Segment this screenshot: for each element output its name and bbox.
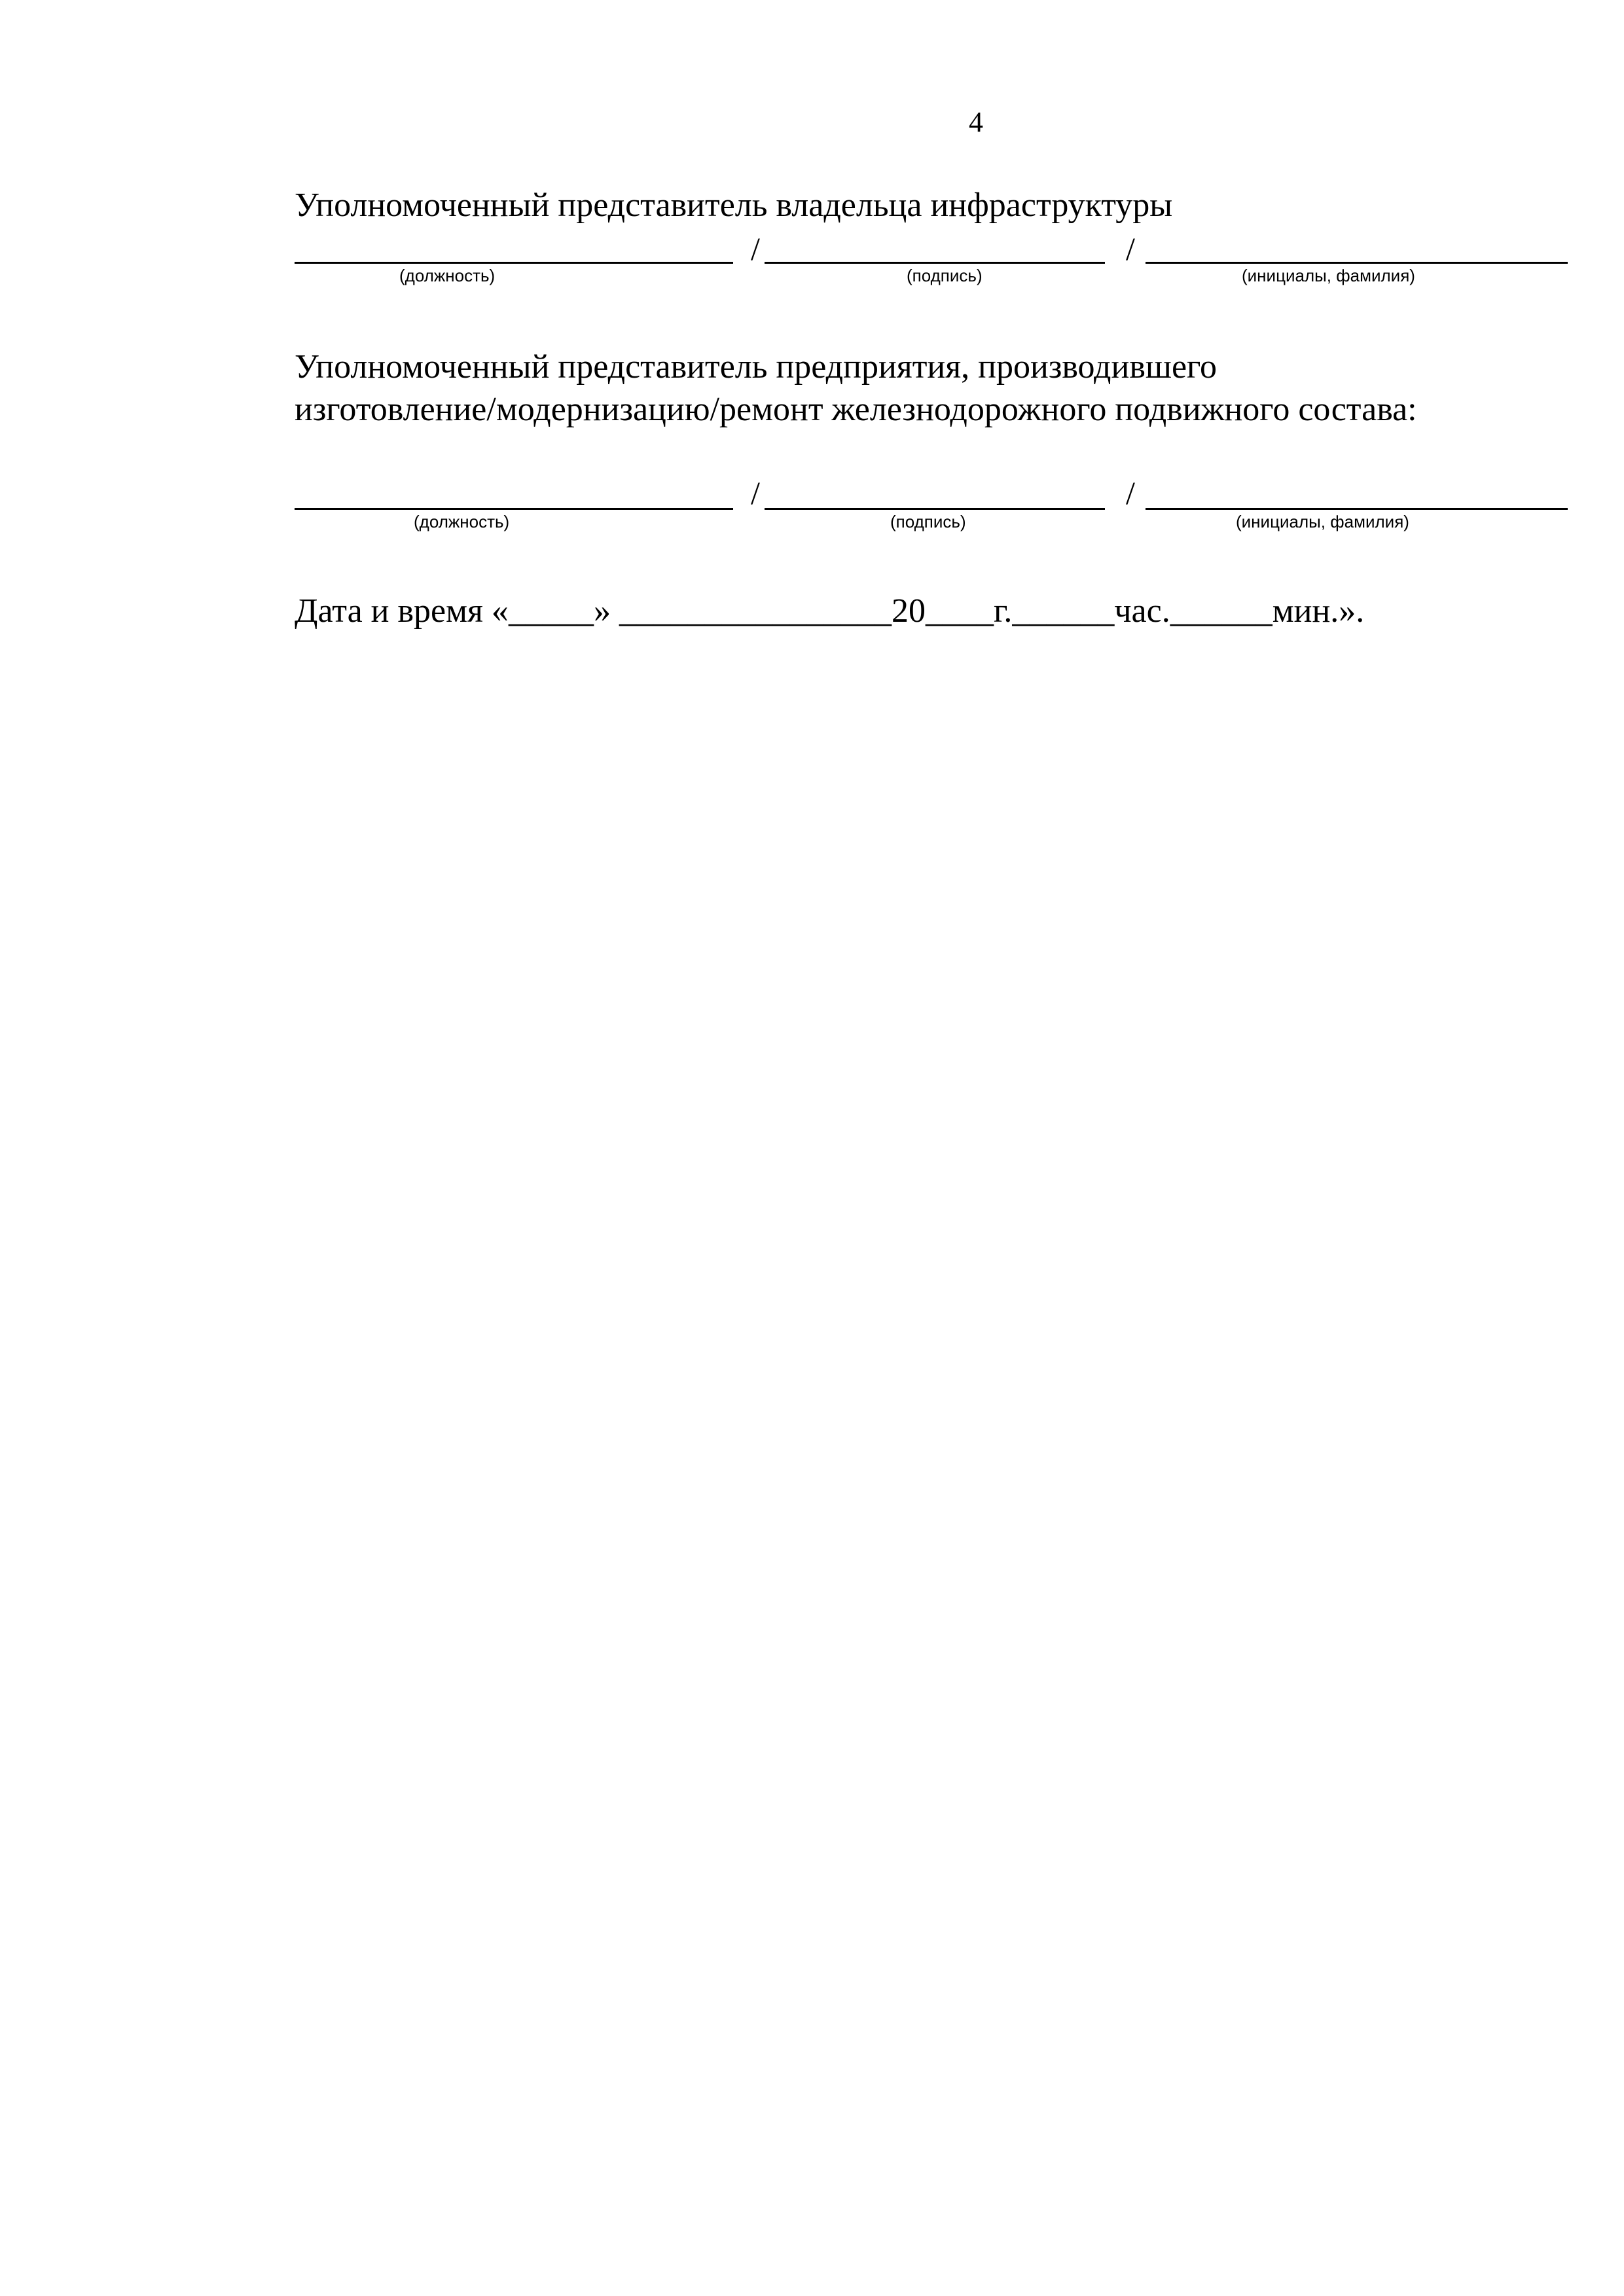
year-blank[interactable]: ____ (925, 592, 994, 630)
signature-caption: (подпись) (890, 512, 966, 531)
name-caption: (инициалы, фамилия) (1236, 512, 1409, 531)
separator-slash: / (1126, 475, 1135, 511)
minute-suffix: мин.». (1272, 592, 1365, 630)
separator-slash: / (1126, 230, 1135, 267)
separator-slash: / (751, 230, 760, 267)
manufacturer-heading-line-2: изготовление/модернизацию/ремонт железнодорожного подвижного состава: (295, 391, 1417, 428)
position-caption: (должность) (414, 512, 510, 531)
year-prefix: 20 (891, 592, 926, 630)
name-line-2[interactable] (1146, 508, 1568, 510)
infrastructure-owner-heading: Уполномоченный представитель владельца инфраструктуры (295, 187, 1173, 224)
day-blank[interactable]: _____ (508, 592, 594, 630)
hour-blank[interactable]: ______ (1012, 592, 1115, 630)
date-time-label: Дата и время « (295, 592, 509, 630)
month-blank[interactable]: ________________ (619, 592, 892, 630)
minute-blank[interactable]: ______ (1170, 592, 1272, 630)
position-line-2[interactable] (295, 508, 733, 510)
signature-caption: (подпись) (907, 266, 983, 285)
signature-line-1[interactable] (765, 262, 1105, 264)
hour-suffix: час. (1114, 592, 1170, 630)
day-close-quote: » (593, 592, 619, 630)
year-suffix: г. (993, 592, 1013, 630)
position-line-1[interactable] (295, 262, 733, 264)
manufacturer-heading-line-1: Уполномоченный представитель предприятия, производившего (295, 348, 1218, 386)
signature-line-2[interactable] (765, 508, 1105, 510)
position-caption: (должность) (399, 266, 496, 285)
name-caption: (инициалы, фамилия) (1242, 266, 1415, 285)
separator-slash: / (751, 475, 760, 511)
date-time-line (295, 594, 1364, 628)
page-number: 4 (969, 106, 983, 138)
name-line-1[interactable] (1146, 262, 1568, 264)
